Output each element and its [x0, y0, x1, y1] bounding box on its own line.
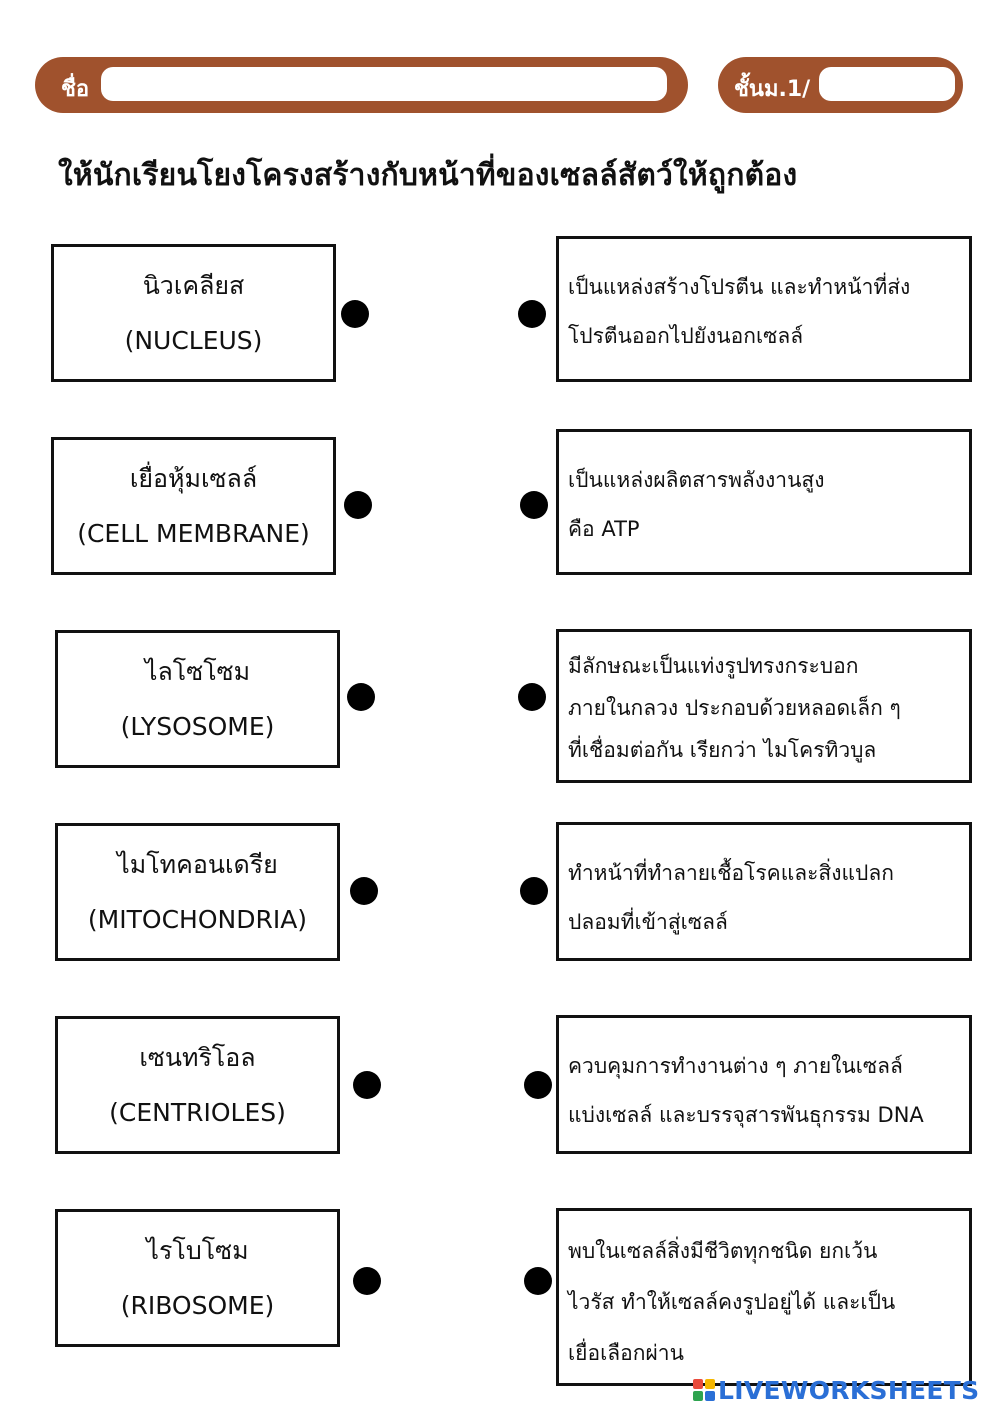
left-connector-dot-5[interactable] [353, 1071, 381, 1099]
structure-english: (NUCLEUS) [124, 326, 263, 355]
function-box-6 [556, 1208, 972, 1386]
structure-english: (MITOCHONDRIA) [87, 905, 308, 934]
liveworksheets-mark-icon [693, 1379, 715, 1401]
function-line: เป็นแหล่งสร้างโปรตีน และทำหน้าที่ส่ง [568, 275, 911, 299]
structure-english: (LYSOSOME) [120, 712, 275, 741]
right-connector-dot-1[interactable] [518, 300, 546, 328]
function-line: ทำหน้าที่ทำลายเชื้อโรคและสิ่งแปลก [568, 861, 894, 885]
mark-square [705, 1391, 715, 1401]
function-line: โปรตีนออกไปยังนอกเซลล์ [568, 324, 804, 348]
name-label: ชื่อ [61, 77, 90, 102]
left-connector-dot-1[interactable] [341, 300, 369, 328]
function-box-3 [556, 629, 972, 783]
function-line: คือ ATP [568, 517, 640, 541]
right-connector-dot-5[interactable] [524, 1071, 552, 1099]
right-connector-dot-4[interactable] [520, 877, 548, 905]
function-line: ปลอมที่เข้าสู่เซลล์ [568, 910, 728, 934]
left-connector-dot-4[interactable] [350, 877, 378, 905]
function-line: แบ่งเซลล์ และบรรจุสารพันธุกรรม DNA [568, 1103, 924, 1127]
structure-thai: เซนทริโอล [139, 1043, 256, 1072]
function-line: ภายในกลวง ประกอบด้วยหลอดเล็ก ๆ [568, 696, 901, 720]
function-line: พบในเซลล์สิ่งมีชีวิตทุกชนิด ยกเว้น [568, 1239, 878, 1263]
mark-square [705, 1379, 715, 1389]
structure-box-cell-membrane [51, 437, 336, 575]
structure-box-nucleus [51, 244, 336, 382]
structure-english: (CELL MEMBRANE) [77, 519, 310, 548]
function-box-5 [556, 1015, 972, 1154]
function-line: ไวรัส ทำให้เซลล์คงรูปอยู่ได้ และเป็น [568, 1290, 896, 1314]
structure-thai: นิวเคลียส [142, 271, 245, 300]
structure-thai: ไรโบโซม [146, 1236, 249, 1265]
liveworksheets-logo [693, 1375, 979, 1405]
structure-thai: เยื่อหุ้มเซลล์ [129, 464, 258, 493]
left-connector-dot-3[interactable] [347, 683, 375, 711]
function-box-4 [556, 822, 972, 961]
class-label: ชั้นม.1/ [734, 77, 811, 102]
structure-box-lysosome [55, 630, 340, 768]
name-input[interactable] [101, 67, 667, 101]
mark-square [693, 1391, 703, 1401]
right-connector-dot-2[interactable] [520, 491, 548, 519]
function-line: ที่เชื่อมต่อกัน เรียกว่า ไมโครทิวบูล [568, 738, 877, 762]
structure-thai: ไมโทคอนเดรีย [117, 850, 278, 879]
structure-box-centrioles [55, 1016, 340, 1154]
structure-thai: ไลโซโซม [144, 657, 251, 686]
left-connector-dot-6[interactable] [353, 1267, 381, 1295]
instruction-heading: ให้นักเรียนโยงโครงสร้างกับหน้าที่ของเซลล์สัตว์ให้ถูกต้อง [58, 158, 798, 193]
function-line: มีลักษณะเป็นแท่งรูปทรงกระบอก [568, 654, 859, 678]
class-input[interactable] [819, 67, 955, 101]
structure-english: (CENTRIOLES) [109, 1098, 286, 1127]
mark-square [693, 1379, 703, 1389]
function-line: เป็นแหล่งผลิตสารพลังงานสูง [568, 468, 825, 492]
structure-english: (RIBOSOME) [120, 1291, 275, 1320]
name-bar [35, 57, 688, 113]
function-box-2 [556, 429, 972, 575]
structure-box-ribosome [55, 1209, 340, 1347]
class-bar [718, 57, 963, 113]
function-line: เยื่อเลือกผ่าน [568, 1341, 684, 1365]
brand-text: LIVEWORKSHEETS [718, 1375, 980, 1405]
structure-box-mitochondria [55, 823, 340, 961]
right-connector-dot-3[interactable] [518, 683, 546, 711]
right-connector-dot-6[interactable] [524, 1267, 552, 1295]
function-box-1 [556, 236, 972, 382]
function-line: ควบคุมการทำงานต่าง ๆ ภายในเซลล์ [568, 1054, 903, 1078]
left-connector-dot-2[interactable] [344, 491, 372, 519]
